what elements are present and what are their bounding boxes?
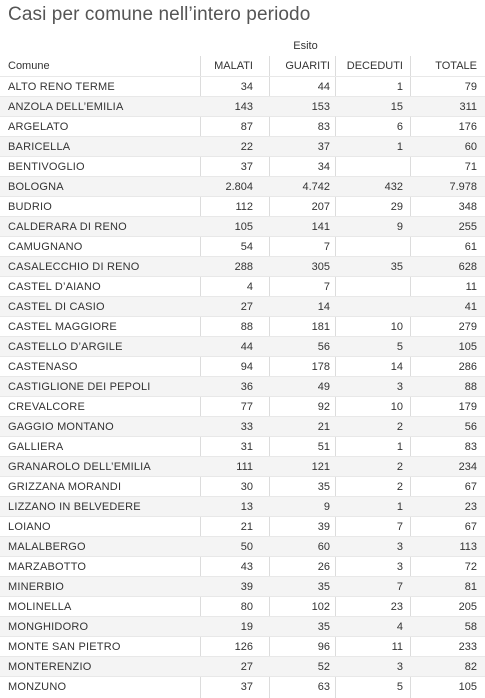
cell-totale: 311	[459, 101, 477, 113]
cell-deceduti: 3	[396, 561, 403, 573]
cell-guariti: 37	[317, 141, 330, 153]
cell-malati: 105	[234, 221, 253, 233]
cell-malati: 87	[240, 121, 253, 133]
cell-comune: CASTELLO D’ARGILE	[8, 341, 123, 353]
cell-guariti: 49	[317, 381, 330, 393]
table-row[interactable]	[0, 96, 485, 116]
cell-comune: BENTIVOGLIO	[8, 161, 85, 173]
cell-malati: 88	[240, 321, 253, 333]
cell-totale: 255	[458, 221, 477, 233]
cell-comune: MONGHIDORO	[8, 621, 89, 633]
cell-deceduti: 2	[396, 461, 403, 473]
cell-malati: 30	[240, 481, 253, 493]
cell-totale: 628	[458, 261, 477, 273]
table-row[interactable]	[0, 596, 485, 616]
cell-totale: 88	[464, 381, 477, 393]
cell-totale: 279	[458, 321, 477, 333]
column-header-deceduti[interactable]: DECEDUTI	[346, 60, 403, 72]
cell-comune: MONTE SAN PIETRO	[8, 641, 121, 653]
cell-deceduti: 1	[396, 501, 403, 513]
cell-guariti: 52	[317, 661, 330, 673]
cell-comune: MALALBERGO	[8, 541, 86, 553]
cell-malati: 19	[240, 621, 253, 633]
table-row[interactable]	[0, 296, 485, 316]
cell-guariti: 26	[317, 561, 330, 573]
cell-totale: 23	[464, 501, 477, 513]
cell-deceduti: 9	[396, 221, 403, 233]
cell-deceduti: 10	[390, 321, 403, 333]
column-header-comune[interactable]: Comune	[8, 60, 50, 72]
cell-guariti: 39	[317, 521, 330, 533]
table-row[interactable]	[0, 576, 485, 596]
table-row[interactable]	[0, 656, 485, 676]
cell-totale: 83	[464, 441, 477, 453]
cell-malati: 27	[240, 661, 253, 673]
cell-deceduti: 3	[396, 381, 403, 393]
cell-malati: 27	[240, 301, 253, 313]
cell-comune: ALTO RENO TERME	[8, 81, 115, 93]
cell-deceduti: 29	[390, 201, 403, 213]
cell-malati: 112	[235, 201, 253, 213]
cell-guariti: 178	[311, 361, 330, 373]
cell-totale: 233	[458, 641, 477, 653]
table-row[interactable]	[0, 136, 485, 156]
cell-comune: CASALECCHIO DI RENO	[8, 261, 140, 273]
cell-guariti: 14	[317, 301, 330, 313]
cell-malati: 21	[240, 521, 253, 533]
table-header	[0, 56, 485, 76]
cell-comune: BOLOGNA	[8, 181, 64, 193]
cell-totale: 72	[464, 561, 477, 573]
table-row[interactable]	[0, 396, 485, 416]
cell-malati: 39	[240, 581, 253, 593]
cell-deceduti: 1	[396, 81, 403, 93]
table-row[interactable]	[0, 476, 485, 496]
table-row[interactable]	[0, 176, 485, 196]
table-row[interactable]	[0, 376, 485, 396]
cell-guariti: 7	[323, 281, 330, 293]
dashboard-title: Casi per comune nell’intero periodo	[8, 4, 311, 25]
cell-deceduti: 14	[390, 361, 403, 373]
cell-deceduti: 2	[396, 481, 403, 493]
cell-totale: 205	[458, 601, 477, 613]
cell-guariti: 305	[311, 261, 330, 273]
table-row[interactable]	[0, 316, 485, 336]
cell-comune: BARICELLA	[8, 141, 71, 153]
cell-malati: 34	[240, 81, 253, 93]
cell-totale: 113	[459, 541, 477, 553]
cell-deceduti: 7	[396, 521, 403, 533]
cell-comune: CASTEL MAGGIORE	[8, 321, 117, 333]
cell-deceduti: 4	[396, 621, 403, 633]
cell-guariti: 35	[317, 621, 330, 633]
cell-comune: ANZOLA DELL’EMILIA	[8, 101, 124, 113]
cell-deceduti: 2	[396, 421, 403, 433]
cell-comune: CASTEL DI CASIO	[8, 301, 105, 313]
table-row[interactable]	[0, 516, 485, 536]
cell-guariti: 60	[317, 541, 330, 553]
cell-totale: 179	[458, 401, 477, 413]
cell-guariti: 44	[317, 81, 330, 93]
cell-malati: 143	[234, 101, 253, 113]
table-row[interactable]	[0, 536, 485, 556]
cell-malati: 37	[240, 681, 253, 693]
table-row[interactable]	[0, 116, 485, 136]
cell-guariti: 121	[311, 461, 330, 473]
cell-deceduti: 3	[396, 661, 403, 673]
cell-deceduti: 5	[396, 341, 403, 353]
cell-malati: 43	[240, 561, 253, 573]
cell-guariti: 34	[317, 161, 330, 173]
cell-guariti: 9	[323, 501, 330, 513]
table-row[interactable]	[0, 356, 485, 376]
cell-comune: CALDERARA DI RENO	[8, 221, 127, 233]
group-header-esito: Esito	[293, 40, 318, 52]
cell-totale: 176	[458, 121, 477, 133]
cell-totale: 82	[464, 661, 477, 673]
cell-deceduti: 432	[384, 181, 403, 193]
table-row[interactable]	[0, 496, 485, 516]
cell-malati: 44	[240, 341, 253, 353]
cell-deceduti: 23	[390, 601, 403, 613]
cell-totale: 58	[464, 621, 477, 633]
table-row[interactable]	[0, 76, 485, 96]
cell-malati: 80	[240, 601, 253, 613]
table-row[interactable]	[0, 636, 485, 656]
cell-guariti: 102	[311, 601, 330, 613]
cell-malati: 54	[240, 241, 253, 253]
cell-comune: LIZZANO IN BELVEDERE	[8, 501, 141, 513]
table-body	[0, 76, 485, 696]
cell-malati: 31	[240, 441, 253, 453]
table-row[interactable]	[0, 676, 485, 696]
table-row[interactable]	[0, 216, 485, 236]
cell-malati: 94	[240, 361, 253, 373]
cell-guariti: 21	[317, 421, 330, 433]
cell-deceduti: 1	[396, 441, 403, 453]
table-row[interactable]	[0, 236, 485, 256]
cell-comune: LOIANO	[8, 521, 51, 533]
cell-guariti: 181	[311, 321, 330, 333]
cell-totale: 105	[458, 681, 477, 693]
cell-comune: CREVALCORE	[8, 401, 85, 413]
cell-totale: 286	[458, 361, 477, 373]
column-header-totale[interactable]: TOTALE	[435, 60, 477, 72]
cell-guariti: 7	[323, 241, 330, 253]
cell-totale: 79	[464, 81, 477, 93]
cell-malati: 288	[234, 261, 253, 273]
cell-guariti: 96	[317, 641, 330, 653]
cell-totale: 81	[464, 581, 477, 593]
cell-deceduti: 1	[396, 141, 403, 153]
cell-totale: 105	[458, 341, 477, 353]
cell-comune: CASTIGLIONE DEI PEPOLI	[8, 381, 151, 393]
cell-deceduti: 11	[391, 641, 403, 653]
cell-malati: 4	[246, 281, 253, 293]
cell-totale: 67	[464, 481, 477, 493]
cell-malati: 36	[240, 381, 253, 393]
cell-comune: GRIZZANA MORANDI	[8, 481, 122, 493]
table-row[interactable]	[0, 156, 485, 176]
cell-totale: 71	[464, 161, 477, 173]
cell-comune: MINERBIO	[8, 581, 64, 593]
table-row[interactable]	[0, 436, 485, 456]
table-row[interactable]	[0, 556, 485, 576]
cell-totale: 61	[464, 241, 477, 253]
cell-guariti: 35	[317, 581, 330, 593]
column-header-malati[interactable]: MALATI	[214, 60, 253, 72]
cell-malati: 50	[240, 541, 253, 553]
cell-totale: 11	[465, 281, 477, 293]
column-header-guariti[interactable]: GUARITI	[285, 60, 330, 72]
cell-guariti: 35	[317, 481, 330, 493]
table-row[interactable]	[0, 416, 485, 436]
cell-comune: MOLINELLA	[8, 601, 72, 613]
cell-guariti: 207	[311, 201, 330, 213]
cell-guariti: 4.742	[302, 181, 330, 193]
cell-malati: 13	[240, 501, 253, 513]
cell-totale: 67	[464, 521, 477, 533]
cell-totale: 348	[458, 201, 477, 213]
cell-comune: MONTERENZIO	[8, 661, 92, 673]
cell-guariti: 153	[311, 101, 330, 113]
cell-comune: MONZUNO	[8, 681, 67, 693]
cell-totale: 41	[464, 301, 477, 313]
cell-deceduti: 15	[390, 101, 403, 113]
cell-comune: MARZABOTTO	[8, 561, 87, 573]
table-row[interactable]	[0, 456, 485, 476]
table-row[interactable]	[0, 276, 485, 296]
cell-guariti: 51	[317, 441, 330, 453]
table-row[interactable]	[0, 256, 485, 276]
cell-comune: GRANAROLO DELL’EMILIA	[8, 461, 151, 473]
cell-totale: 60	[464, 141, 477, 153]
cell-guariti: 83	[317, 121, 330, 133]
cell-guariti: 141	[311, 221, 330, 233]
cell-totale: 234	[458, 461, 477, 473]
cell-comune: CASTEL D’AIANO	[8, 281, 101, 293]
cell-deceduti: 7	[396, 581, 403, 593]
cell-guariti: 92	[317, 401, 330, 413]
cell-totale: 56	[464, 421, 477, 433]
table-row[interactable]	[0, 336, 485, 356]
cell-comune: CASTENASO	[8, 361, 78, 373]
cell-comune: ARGELATO	[8, 121, 69, 133]
cell-malati: 2.804	[225, 181, 253, 193]
cell-guariti: 56	[317, 341, 330, 353]
cell-comune: CAMUGNANO	[8, 241, 83, 253]
cell-deceduti: 3	[396, 541, 403, 553]
cell-totale: 7.978	[449, 181, 477, 193]
cell-deceduti: 10	[390, 401, 403, 413]
cell-comune: GALLIERA	[8, 441, 64, 453]
cell-guariti: 63	[317, 681, 330, 693]
table-row[interactable]	[0, 616, 485, 636]
cell-comune: BUDRIO	[8, 201, 52, 213]
cell-malati: 33	[240, 421, 253, 433]
cell-deceduti: 6	[396, 121, 403, 133]
table-row[interactable]	[0, 196, 485, 216]
cell-malati: 77	[240, 401, 253, 413]
cell-deceduti: 35	[390, 261, 403, 273]
cell-malati: 111	[236, 461, 253, 473]
cell-malati: 37	[240, 161, 253, 173]
cell-malati: 126	[234, 641, 253, 653]
cell-comune: GAGGIO MONTANO	[8, 421, 114, 433]
cell-malati: 22	[240, 141, 253, 153]
cell-deceduti: 5	[396, 681, 403, 693]
